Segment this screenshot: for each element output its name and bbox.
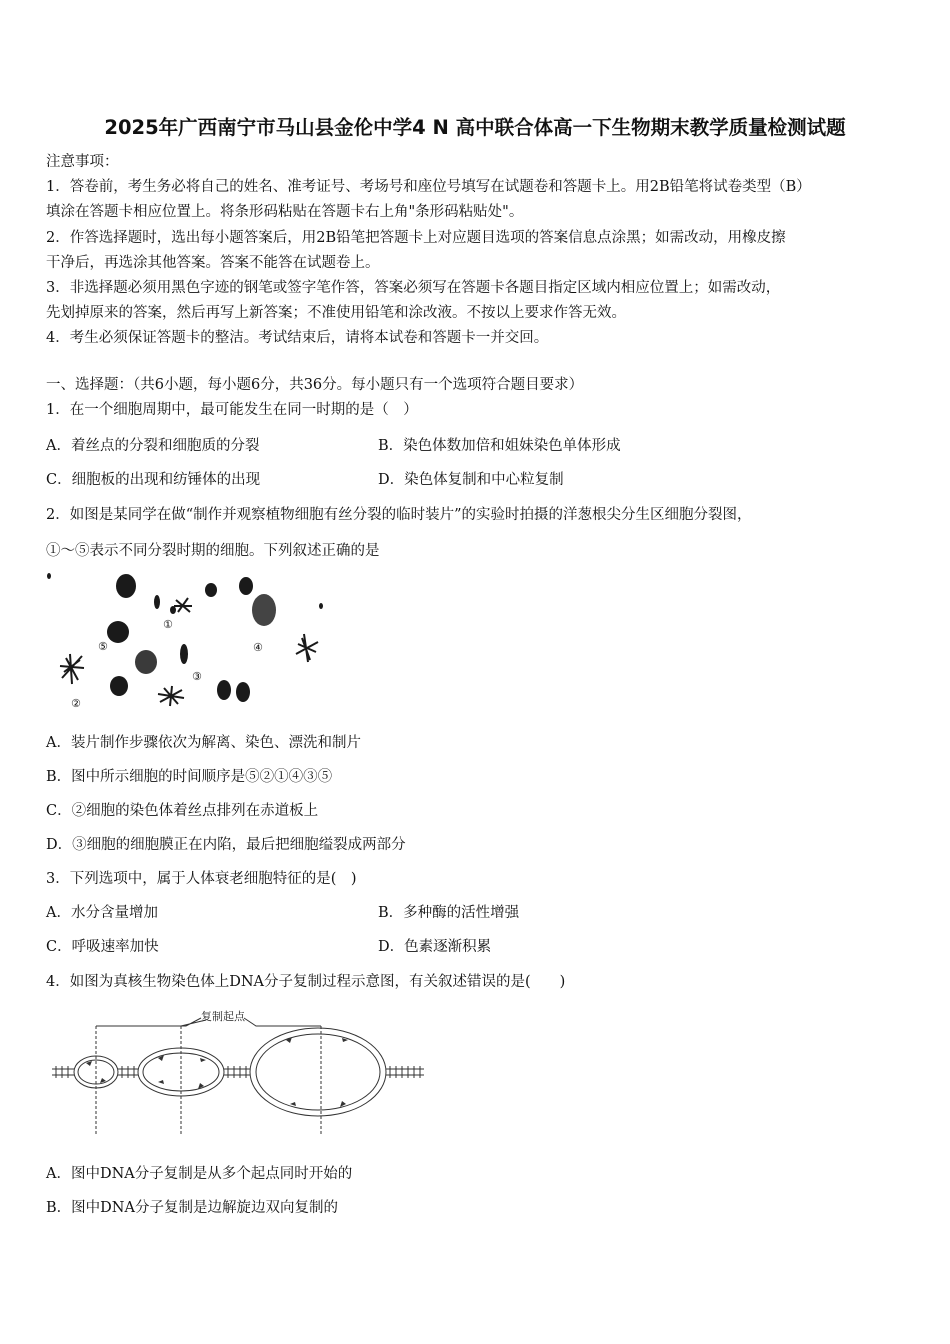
cell-nucleus (170, 606, 176, 614)
notice-line: 1．答卷前，考生务必将自己的姓名、准考证号、考场号和座位号填写在试题卷和答题卡上。用2B铅笔将试卷类型（B） (46, 179, 811, 195)
fig-label: ① (163, 618, 173, 631)
q3-option-c: C．呼吸速率加快 (46, 939, 159, 955)
cell-nucleus (252, 594, 276, 626)
cell-nucleus (236, 682, 250, 702)
q1-stem: 1．在一个细胞周期中，最可能发生在同一时期的是（ ） (46, 402, 418, 418)
cell-nucleus (205, 583, 217, 597)
q1-option-c: C．细胞板的出现和纺锤体的出现 (46, 472, 261, 488)
q3-stem: 3．下列选项中，属于人体衰老细胞特征的是( ) (46, 871, 357, 887)
cell-nucleus (217, 680, 231, 700)
cell-nucleus (180, 644, 188, 664)
fig-label: ② (71, 697, 81, 710)
q2-stem: 2．如图是某同学在做“制作并观察植物细胞有丝分裂的临时装片”的实验时拍摄的洋葱根尖分生区细胞分裂图， (46, 507, 752, 523)
q2-option-a: A．装片制作步骤依次为解离、染色、漂洗和制片 (46, 735, 361, 751)
q3-option-d: D．色素逐渐积累 (378, 939, 492, 955)
fig-label: ⑤ (98, 640, 108, 653)
cell-nucleus (110, 676, 128, 696)
notice-heading: 注意事项： (46, 154, 119, 170)
q1-option-d: D．染色体复制和中心粒复制 (378, 472, 564, 488)
replication-bubble (250, 1028, 386, 1116)
cell-nucleus (47, 573, 51, 579)
q1-option-a: A．着丝点的分裂和细胞质的分裂 (46, 438, 260, 454)
cell-nucleus (154, 595, 160, 609)
origin-label: 复制起点 (201, 1010, 245, 1023)
dna-replication-diagram (46, 1006, 434, 1136)
q3-option-a: A．水分含量增加 (46, 905, 158, 921)
q2-option-c: C．②细胞的染色体着丝点排列在赤道板上 (46, 803, 319, 819)
notice-line: 3．非选择题必须用黑色字迹的钢笔或签字笔作答，答案必须写在答题卡各题目指定区域内相应位置上；如需改动， (46, 280, 781, 296)
q2-option-d: D．③细胞的细胞膜正在内陷，最后把细胞缢裂成两部分 (46, 837, 406, 853)
q2-stem: ①～⑤表示不同分裂时期的细胞。下列叙述正确的是 (46, 543, 380, 559)
notice-line: 2．作答选择题时，选出每小题答案后，用2B铅笔把答题卡上对应题目选项的答案信息点涂黑；如需改动，用橡皮擦 (46, 230, 786, 246)
cell-nucleus (239, 577, 253, 595)
q4-option-b: B．图中DNA分子复制是边解旋边双向复制的 (46, 1200, 338, 1216)
notice-line: 先划掉原来的答案，然后再写上新答案；不准使用铅笔和涂改液。不按以上要求作答无效。 (46, 305, 626, 321)
fig-label: ④ (253, 641, 263, 654)
section-heading: 一、选择题：（共6小题，每小题6分，共36分。每小题只有一个选项符合题目要求） (46, 377, 584, 393)
notice-line: 干净后，再选涂其他答案。答案不能答在试题卷上。 (46, 255, 380, 271)
q3-option-b: B．多种酶的活性增强 (378, 905, 520, 921)
cell-nucleus (135, 650, 157, 674)
notice-line: 填涂在答题卡相应位置上。将条形码粘贴在答题卡右上角"条形码粘贴处"。 (46, 204, 524, 220)
arrow-icon (286, 1037, 348, 1107)
fig-label: ③ (192, 670, 202, 683)
q1-option-b: B．染色体数加倍和姐妹染色单体形成 (378, 438, 621, 454)
arrow-icon (158, 1055, 206, 1089)
cell-nucleus (319, 603, 323, 609)
notice-line: 4．考生必须保证答题卡的整洁。考试结束后，请将本试卷和答题卡一并交回。 (46, 330, 549, 346)
q4-stem: 4．如图为真核生物染色体上DNA分子复制过程示意图，有关叙述错误的是( ) (46, 974, 566, 990)
page-title: 2025年广西南宁市马山县金伦中学4 N 高中联合体高一下生物期末教学质量检测试题 (104, 116, 846, 139)
q2-option-b: B．图中所示细胞的时间顺序是⑤②①④③⑤ (46, 769, 333, 785)
cell-nucleus (116, 574, 136, 598)
cell-nucleus (107, 621, 129, 643)
q4-option-a: A．图中DNA分子复制是从多个起点同时开始的 (46, 1166, 353, 1182)
mitosis-micrograph (46, 568, 328, 716)
